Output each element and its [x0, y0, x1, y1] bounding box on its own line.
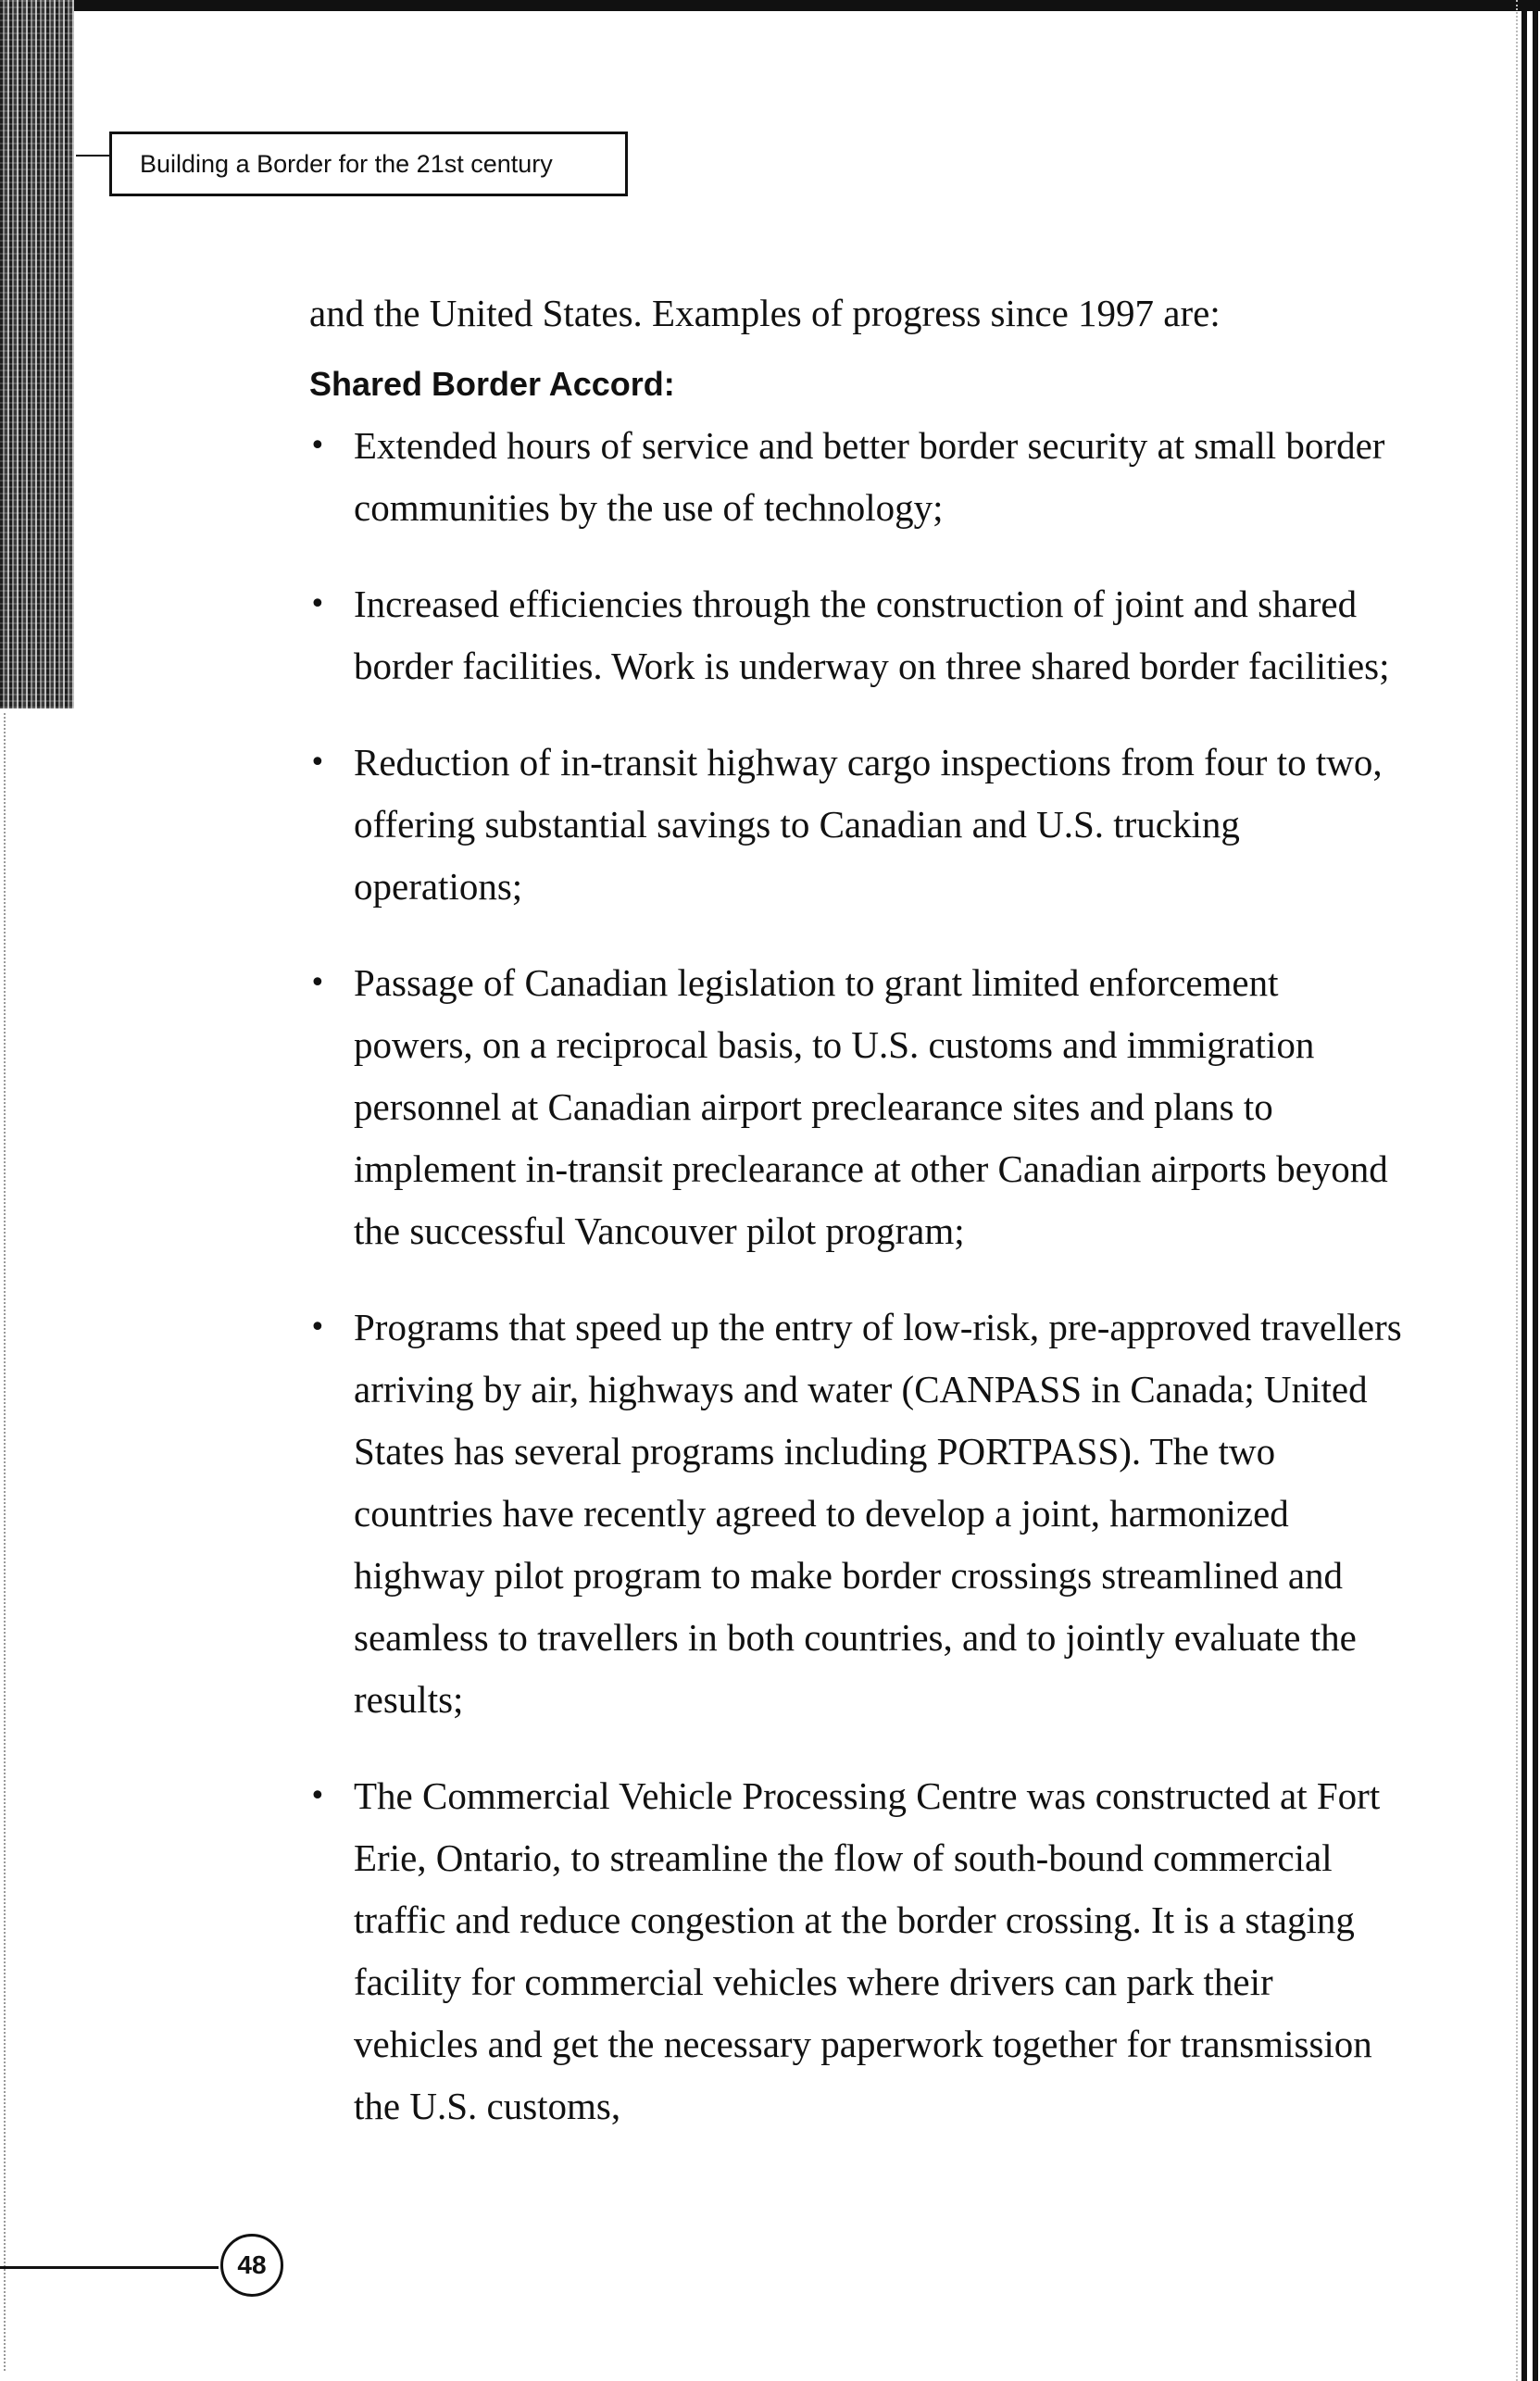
page-left-binding-edge — [0, 0, 74, 708]
bullet-icon: • — [309, 430, 326, 462]
intro-paragraph: and the United States. Examples of progress since 1997 are: — [309, 292, 1221, 334]
bullet-icon: • — [309, 1311, 326, 1344]
running-header — [109, 132, 628, 196]
bullet-icon: • — [309, 1780, 326, 1812]
page-top-border — [0, 0, 1540, 11]
bullet-text: Reduction of in-transit highway cargo inspections from four to two, offering substantial savings to Canadian and U.S. trucking operations; — [354, 741, 1383, 908]
bullet-text: The Commercial Vehicle Processing Centre was constructed at Fort Erie, Ontario, to streamline the flow of south-bound commercial traffic and reduce congestion at the border crossing. It is a staging facility for commercial vehicles where drivers can park their vehicles and get the necessary paperwork together for transmission the U.S. customs, — [354, 1774, 1381, 2127]
page-right-border-inner — [1521, 0, 1527, 2381]
bullet-text: Increased efficiencies through the construction of joint and shared border facilities. Work is underway on three shared border facilities; — [354, 583, 1390, 687]
bullet-icon: • — [309, 967, 326, 999]
bullet-text: Passage of Canadian legislation to grant limited enforcement powers, on a reciprocal basis, to U.S. customs and immigration personnel at Canadian airport preclearance sites and plans to implement in-transit preclearance at other Canadian airports beyond the successful Vancouver pilot program; — [354, 961, 1388, 1252]
bullet-text: Extended hours of service and better border security at small border communities by the use of technology; — [354, 424, 1385, 529]
footer-rule — [0, 2266, 219, 2269]
page-right-border-outer — [1533, 0, 1538, 2381]
bullet-item — [309, 415, 1402, 539]
page-body — [309, 282, 1402, 2172]
page-number: 48 — [237, 2250, 267, 2279]
bullet-text: Programs that speed up the entry of low-risk, pre-approved travellers arriving by air, highways and water (CANPASS in Canada; United States has several programs including PORTPASS). The two countries have recently agreed to develop a joint, harmonized highway pilot program to make border crossings streamlined and seamless to travellers in both countries, and to jointly evaluate the results; — [354, 1306, 1402, 1721]
running-header-title: Building a Border for the 21st century — [140, 149, 553, 178]
bullet-icon: • — [309, 588, 326, 620]
bullet-item — [309, 1765, 1402, 2137]
bullet-icon: • — [309, 746, 326, 779]
bullet-item — [309, 1297, 1402, 1731]
page-number-badge — [220, 2234, 283, 2297]
bullet-item — [309, 573, 1402, 697]
bullet-item — [309, 732, 1402, 918]
page-left-dotted-edge — [4, 713, 6, 2371]
page-right-dotted-edge — [1516, 0, 1518, 2381]
section-heading: Shared Border Accord: — [309, 365, 675, 403]
bullet-list — [309, 415, 1402, 2137]
bullet-item — [309, 952, 1402, 1262]
header-connector-line — [76, 155, 109, 157]
